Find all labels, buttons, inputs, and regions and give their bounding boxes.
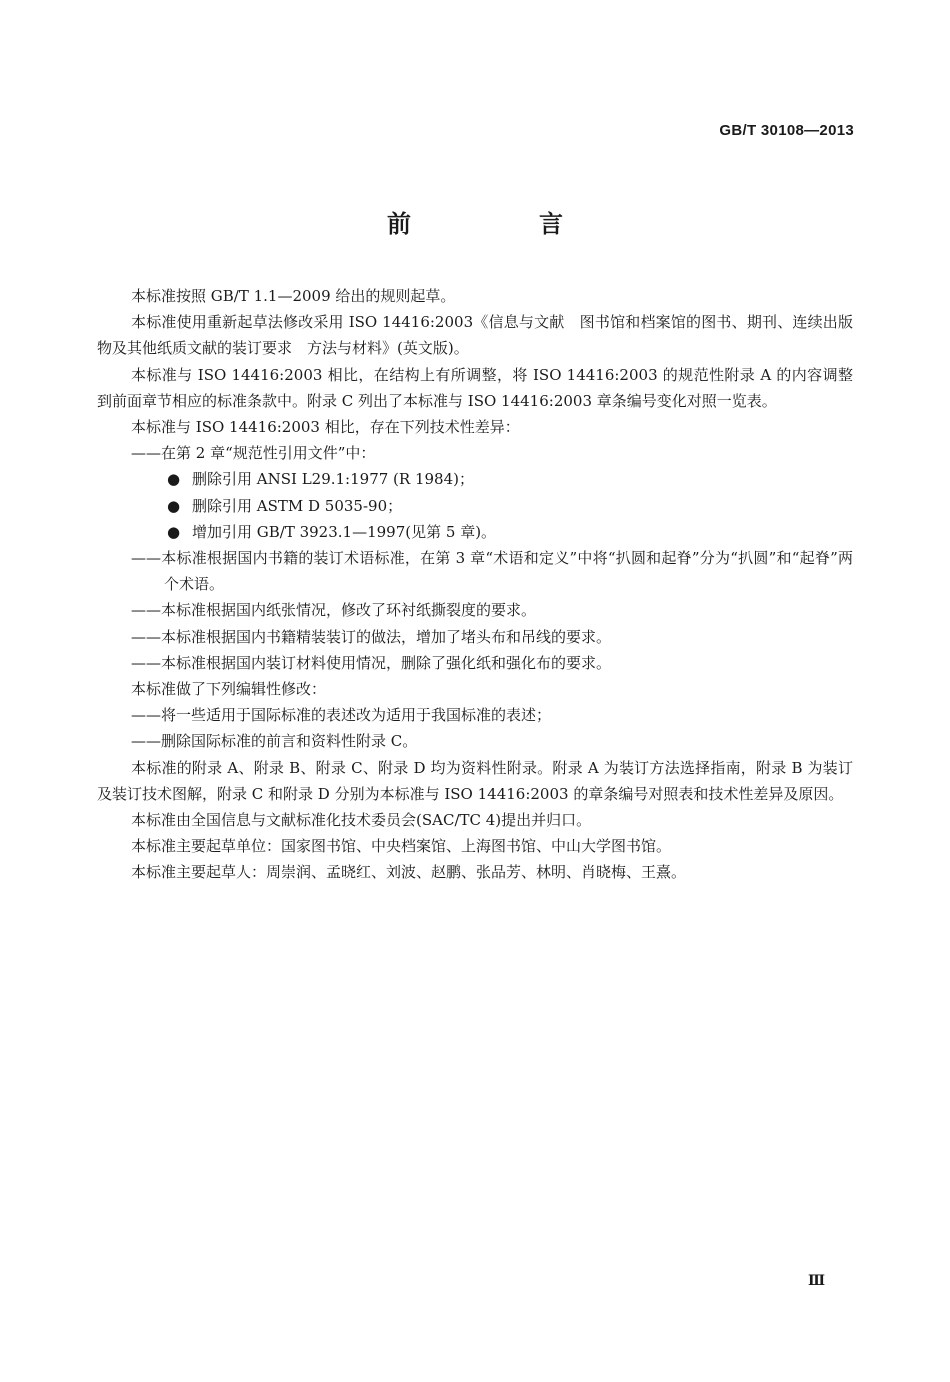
standard-number: GB/T 30108—2013 [719,122,854,139]
dash-item: ——删除国际标准的前言和资料性附录 C。 [131,732,418,751]
paragraph-drafting-rules: 本标准按照 GB/T 1.1—2009 给出的规则起草。 [131,287,456,305]
bullet-item [97,493,853,519]
bullet-item [97,519,853,545]
dash-item: ——在第 2 章“规范性引用文件”中： [131,444,376,463]
dash-item: ——将一些适用于国际标准的表述改为适用于我国标准的表述； [131,706,552,725]
paragraph-proposer: 本标准由全国信息与文献标准化技术委员会(SAC/TC 4)提出并归口。 [131,811,592,830]
paragraph-adoption: 本标准使用重新起草法修改采用 ISO 14416:2003《信息与文献 图书馆和档案馆的图书、期刊、连续出版物及其他纸质文献的装订要求 方法与材料》(英文版)。 [97,313,853,358]
dash-item: ——本标准根据国内书籍的装订术语标准，在第 3 章“术语和定义”中将“扒圆和起脊”分为“扒圆”和“起脊”两个术语。 [131,549,853,594]
page-number: Ⅲ [807,1274,825,1289]
paragraph-drafters: 本标准主要起草人：周崇润、孟晓红、刘波、赵鹏、张品芳、林明、肖晓梅、王熹。 [131,863,687,882]
bullet-icon: ● [167,470,181,489]
foreword-body [97,283,853,886]
page-title: 前 言 [387,209,615,238]
paragraph-editorial-changes: 本标准做了下列编辑性修改： [131,680,327,699]
dash-item: ——本标准根据国内纸张情况，修改了环衬纸撕裂度的要求。 [131,601,537,620]
paragraph-technical-differences: 本标准与 ISO 14416:2003 相比，存在下列技术性差异： [131,418,520,437]
bullet-text: 删除引用 ASTM D 5035-90； [192,496,403,515]
bullet-text: 删除引用 ANSI L29.1:1977 (R 1984)； [192,470,474,489]
bullet-text: 增加引用 GB/T 3923.1—1997(见第 5 章)。 [192,522,497,541]
paragraph-structure-changes: 本标准与 ISO 14416:2003 相比，在结构上有所调整，将 ISO 14416:2003 的规范性附录 A 的内容调整到前面章节相应的标准条款中。附录 C 列出了本标准与 ISO 14416:2003 章条编号变化对照一览表。 [97,365,853,410]
bullet-item [97,466,853,492]
bullet-icon: ● [167,522,181,541]
dash-item: ——本标准根据国内装订材料使用情况，删除了强化纸和强化布的要求。 [131,653,612,672]
paragraph-annexes: 本标准的附录 A、附录 B、附录 C、附录 D 均为资料性附录。附录 A 为装订方法选择指南，附录 B 为装订及装订技术图解，附录 C 和附录 D 分别为本标准与 ISO 14416:2003 的章条编号对照表和技术性差异及原因。 [97,758,853,803]
dash-item: ——本标准根据国内书籍精装装订的做法，增加了堵头布和吊线的要求。 [131,627,612,646]
paragraph-drafting-units: 本标准主要起草单位：国家图书馆、中央档案馆、上海图书馆、中山大学图书馆。 [131,837,672,856]
bullet-icon: ● [167,496,181,515]
